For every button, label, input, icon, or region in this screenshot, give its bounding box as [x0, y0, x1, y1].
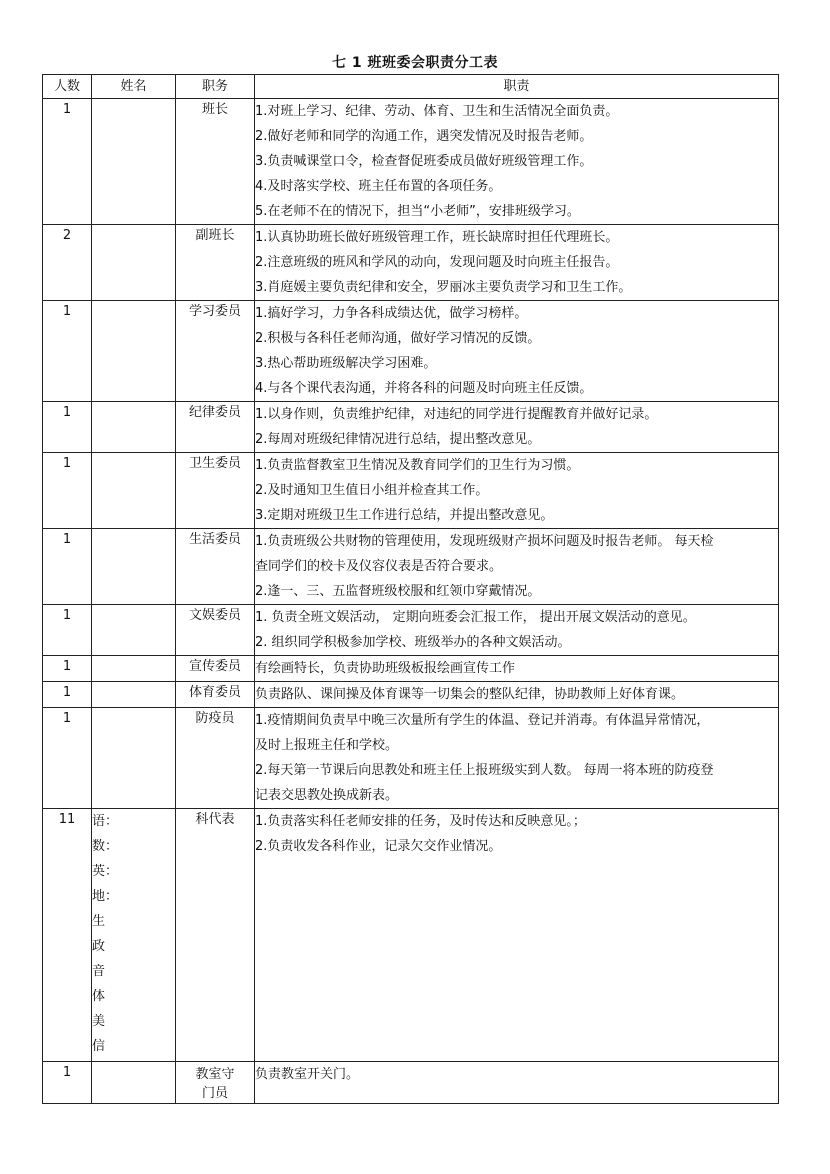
duty-line: 有绘画特长，负责协助班级板报绘画宣传工作: [255, 661, 516, 676]
cell-name: [92, 225, 176, 301]
cell-count: 1: [43, 708, 92, 809]
table-body: [43, 99, 779, 1104]
duty-line: 负责教室开关门。: [255, 1067, 360, 1082]
cell-name: [92, 708, 176, 809]
cell-count: 1: [43, 453, 92, 529]
duty-line: 1.认真协助班长做好班级管理工作，班长缺席时担任代理班长。: [255, 230, 619, 245]
name-entry: 信: [92, 1039, 106, 1054]
duty-line: 3.负责喊课堂口令，检查督促班委成员做好班级管理工作。: [255, 154, 593, 169]
duty-line: 1.负责落实科任老师安排的任务，及时传达和反映意见。；: [255, 814, 586, 829]
duty-line: 2.注意班级的班风和学风的动向，发现问题及时向班主任报告。: [255, 255, 619, 270]
cell-name: [92, 1062, 176, 1104]
cell-name: [92, 402, 176, 453]
table-row: [43, 1062, 779, 1104]
cell-post: [176, 708, 255, 809]
cell-duty: [255, 402, 779, 453]
duty-line: 1.对班上学习、纪律、劳动、体育、卫生和生活情况全面负责。: [255, 104, 619, 119]
duty-line: 负责路队、课间操及体育课等一切集会的整队纪律，协助教师上好体育课。: [255, 687, 685, 702]
page-title: 七 1 班班委会职责分工表: [332, 55, 498, 71]
cell-post: [176, 225, 255, 301]
name-entry: 地：: [92, 889, 119, 904]
post-label: 卫生委员: [188, 456, 241, 471]
duty-line: 1.疫情期间负责早中晚三次量所有学生的体温、登记并消毒。有体温异常情况，: [255, 713, 710, 728]
post-label: 班长: [201, 102, 228, 117]
duty-line: 查同学们的校卡及仪容仪表是否符合要求。: [255, 559, 503, 574]
table-row: [43, 402, 779, 453]
post-label: 副班长: [195, 228, 235, 243]
cell-count: 1: [43, 605, 92, 656]
cell-count: 1: [43, 656, 92, 682]
post-label: 学习委员: [188, 304, 241, 319]
duty-line: 2.负责收发各科作业，记录欠交作业情况。: [255, 839, 502, 854]
name-entry: 美: [92, 1014, 106, 1029]
table-row: [43, 99, 779, 225]
duty-line: 3.热心帮助班级解决学习困难。: [255, 356, 437, 371]
duty-line: 3.定期对班级卫生工作进行总结，并提出整改意见。: [255, 508, 554, 523]
name-entry: 英：: [92, 864, 119, 879]
cell-count: 1: [43, 402, 92, 453]
cell-name: [92, 605, 176, 656]
duty-line: 1.搞好学习，力争各科成绩达优，做学习榜样。: [255, 306, 528, 321]
cell-duty: [255, 225, 779, 301]
cell-count: 2: [43, 225, 92, 301]
name-entry: 体: [92, 989, 106, 1004]
table-row: [43, 708, 779, 809]
cell-post: [176, 402, 255, 453]
cell-duty: [255, 301, 779, 402]
cell-post: [176, 605, 255, 656]
cell-post: [176, 453, 255, 529]
name-entry: 音: [92, 964, 106, 979]
duty-line: 2.逢一、三、五监督班级校服和红领巾穿戴情况。: [255, 584, 541, 599]
duty-line: 1. 负责全班文娱活动， 定期向班委会汇报工作， 提出开展文娱活动的意见。: [255, 610, 696, 625]
name-entry: 语：: [92, 814, 119, 829]
table-row: [43, 809, 779, 1062]
post-label: 科代表: [195, 812, 235, 827]
name-entry: 数：: [92, 839, 119, 854]
cell-count: 11: [43, 809, 92, 1062]
post-label: 防疫员: [195, 711, 235, 726]
table-row: [43, 453, 779, 529]
table-row: [43, 529, 779, 605]
cell-post: [176, 99, 255, 225]
cell-post: [176, 656, 255, 682]
post-label: 宣传委员: [188, 659, 241, 674]
duty-line: 2.每天第一节课后向思教处和班主任上报班级实到人数。 每周一将本班的防疫登: [255, 763, 714, 778]
duty-line: 2. 组织同学积极参加学校、班级举办的各种文娱活动。: [255, 635, 571, 650]
cell-name: [92, 809, 176, 1062]
cell-name: [92, 656, 176, 682]
table-row: [43, 301, 779, 402]
duty-line: 4.及时落实学校、班主任布置的各项任务。: [255, 179, 502, 194]
cell-count: 1: [43, 99, 92, 225]
cell-name: [92, 682, 176, 708]
table-row: [43, 225, 779, 301]
duty-line: 4.与各个课代表沟通，并将各科的问题及时向班主任反馈。: [255, 381, 593, 396]
header-name: 姓名: [92, 75, 176, 99]
name-entry: 生: [92, 914, 106, 929]
cell-name: [92, 453, 176, 529]
cell-duty: [255, 1062, 779, 1104]
post-label: 教室守门员: [195, 1067, 235, 1101]
cell-count: 1: [43, 529, 92, 605]
duty-line: 2.做好老师和同学的沟通工作，遇突发情况及时报告老师。: [255, 129, 593, 144]
cell-duty: [255, 529, 779, 605]
post-label: 体育委员: [188, 685, 241, 700]
cell-post: [176, 301, 255, 402]
duty-line: 3.肖庭媛主要负责纪律和安全，罗丽冰主要负责学习和卫生工作。: [255, 280, 632, 295]
table-row: [43, 656, 779, 682]
cell-name: [92, 529, 176, 605]
duty-line: 1.以身作则，负责维护纪律，对违纪的同学进行提醒教育并做好记录。: [255, 407, 658, 422]
duty-line: 记表交思教处换成新表。: [255, 788, 399, 803]
duty-table: [42, 74, 779, 1104]
duty-line: 及时上报班主任和学校。: [255, 738, 399, 753]
name-entry: 政: [92, 939, 106, 954]
cell-duty: [255, 605, 779, 656]
cell-count: 1: [43, 301, 92, 402]
post-label: 纪律委员: [188, 405, 241, 420]
duty-line: 2.及时通知卫生值日小组并检查其工作。: [255, 483, 489, 498]
cell-post: [176, 1062, 255, 1104]
cell-duty: [255, 708, 779, 809]
cell-name: [92, 301, 176, 402]
cell-duty: [255, 809, 779, 1062]
cell-duty: [255, 453, 779, 529]
cell-duty: [255, 682, 779, 708]
cell-duty: [255, 99, 779, 225]
post-label: 文娱委员: [188, 608, 241, 623]
duty-line: 2.每周对班级纪律情况进行总结，提出整改意见。: [255, 432, 541, 447]
duty-line: 5.在老师不在的情况下，担当“小老师”，安排班级学习。: [255, 204, 580, 219]
cell-name: [92, 99, 176, 225]
cell-post: [176, 529, 255, 605]
header-count: 人数: [43, 75, 92, 99]
cell-count: 1: [43, 682, 92, 708]
table-row: [43, 682, 779, 708]
table-row: [43, 605, 779, 656]
duty-line: 1.负责监督教室卫生情况及教育同学们的卫生行为习惯。: [255, 458, 580, 473]
cell-duty: [255, 656, 779, 682]
cell-count: 1: [43, 1062, 92, 1104]
header-post: 职务: [176, 75, 255, 99]
header-duty: 职责: [255, 75, 779, 99]
table-header-row: [43, 75, 779, 99]
cell-post: [176, 682, 255, 708]
duty-line: 2.积极与各科任老师沟通，做好学习情况的反馈。: [255, 331, 541, 346]
duty-line: 1.负责班级公共财物的管理使用，发现班级财产损坏问题及时报告老师。 每天检: [255, 534, 714, 549]
cell-post: [176, 809, 255, 1062]
post-label: 生活委员: [188, 532, 241, 547]
